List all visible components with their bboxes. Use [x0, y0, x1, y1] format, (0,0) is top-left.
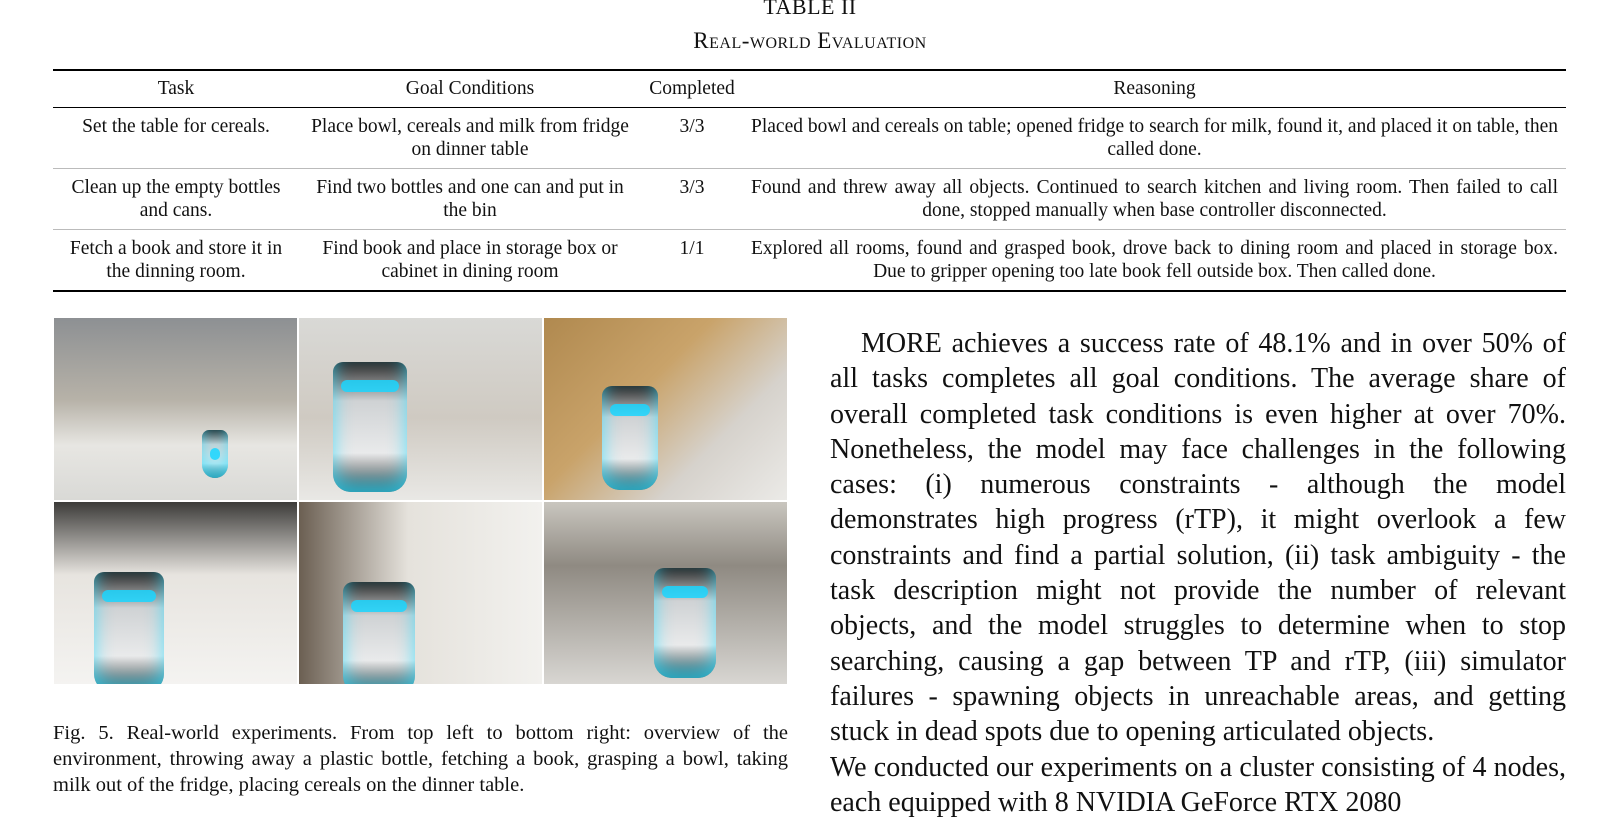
cell-goal: Find two bottles and one can and put in the bin [316, 177, 624, 221]
robot-figure [343, 582, 415, 684]
cell-task: Clean up the empty bottles and cans. [71, 177, 281, 221]
photo-grasping-bowl [54, 502, 297, 684]
cell-task: Fetch a book and store it in the dinning room. [69, 238, 283, 282]
header-goal-conditions: Goal Conditions [299, 70, 641, 108]
photo-placing-cereals [544, 502, 787, 684]
body-text-column [830, 326, 1566, 820]
cell-task: Set the table for cereals. [82, 116, 270, 137]
figure-caption: Fig. 5. Real-world experiments. From top left to bottom right: overview of the environment, throwing away a plastic bottle, fetching a book, grasping a bowl, taking milk out of the fridge, placing cereals on the dinner table. [53, 722, 788, 796]
photo-throwing-bottle [299, 318, 542, 500]
figure-photo-grid [54, 318, 787, 684]
robot-figure [333, 362, 407, 492]
cell-completed: 3/3 [679, 177, 705, 198]
body-paragraph-2: We conducted our experiments on a cluster consisting of 4 nodes, each equipped with 8 NVIDIA GeForce RTX 2080 [830, 751, 1566, 818]
table-header-row [53, 70, 1566, 108]
header-task: Task [53, 70, 299, 108]
table-title: Real-world Evaluation [693, 28, 927, 53]
photo-environment-overview [54, 318, 297, 500]
table-label: TABLE II [763, 0, 857, 19]
robot-figure [202, 430, 228, 478]
robot-figure [94, 572, 164, 684]
photo-fetching-book [544, 318, 787, 500]
table-row [53, 169, 1566, 230]
cell-completed: 1/1 [679, 238, 705, 259]
photo-milk-from-fridge [299, 502, 542, 684]
robot-figure [654, 568, 716, 678]
header-completed: Completed [641, 70, 743, 108]
header-reasoning: Reasoning [743, 70, 1566, 108]
cell-reasoning: Found and threw away all objects. Continued to search kitchen and living room. Then failed to call done, stopped manually when base controller disconnected. [751, 177, 1558, 221]
table-row [53, 230, 1566, 292]
cell-goal: Place bowl, cereals and milk from fridge on dinner table [311, 116, 629, 160]
evaluation-table [53, 69, 1566, 292]
cell-reasoning: Placed bowl and cereals on table; opened fridge to search for milk, found it, and placed it on table, then called done. [751, 116, 1558, 160]
robot-figure [602, 386, 658, 490]
body-paragraph-1: MORE achieves a success rate of 48.1% and in over 50% of all tasks completes all goal conditions. The average share of overall completed task conditions is even higher at over 70%. Nonetheless, the model may face challenges in the following cases: (i) numerous constraints - although the model demonstrates high progress (rTP), it might overlook a few constraints and find a partial solution, (ii) task ambiguity - the task description might not provide the number of relevant objects, and the model struggles to determine when to stop searching, causing a gap between TP and rTP, (iii) simulator failures - spawning objects in unreachable areas, and getting stuck in dead spots due to opening articulated objects. [830, 328, 1566, 748]
cell-completed: 3/3 [679, 116, 705, 137]
cell-goal: Find book and place in storage box or cabinet in dining room [322, 238, 618, 282]
cell-reasoning: Explored all rooms, found and grasped book, drove back to dining room and placed in storage box. Due to gripper opening too late book fell outside box. Then called done. [751, 238, 1558, 282]
table-row [53, 108, 1566, 169]
